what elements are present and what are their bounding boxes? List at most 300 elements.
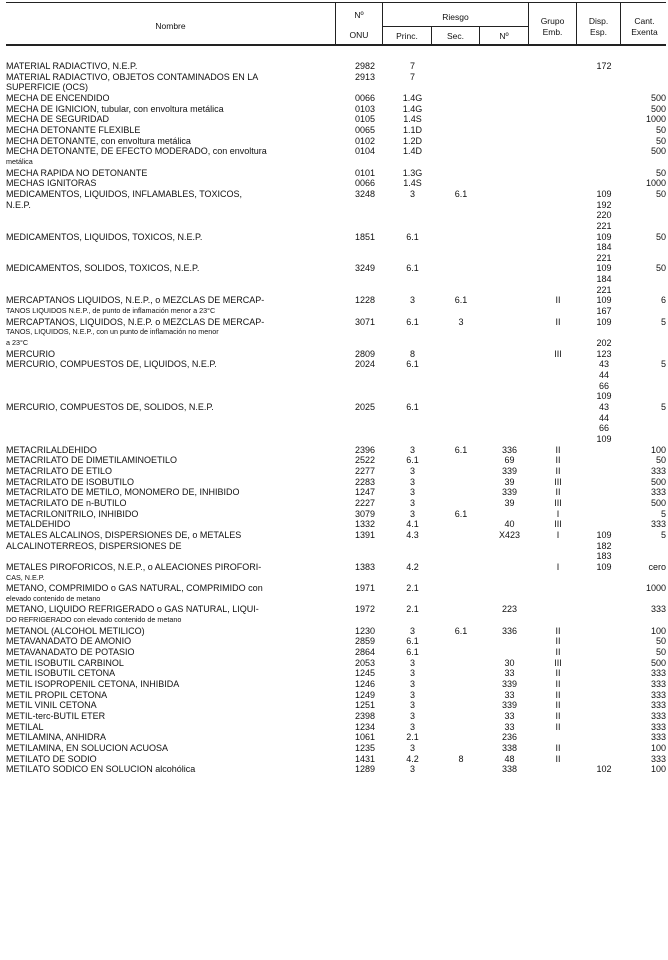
cant-exenta: cero bbox=[648, 561, 666, 572]
disp-esp bbox=[582, 509, 626, 520]
onu-number: 1245 bbox=[354, 668, 376, 679]
riesgo-princ: 2.1 bbox=[406, 604, 419, 615]
riesgo-princ: 3 bbox=[409, 679, 415, 690]
disp-esp bbox=[582, 168, 626, 179]
substances-table bbox=[6, 61, 666, 775]
onu-number: 1228 bbox=[354, 295, 376, 306]
substance-name: METIL ISOPROPENIL CETONA, INHIBIDA bbox=[6, 679, 180, 690]
substance-name: MECHA RAPIDA NO DETONANTE bbox=[6, 167, 148, 178]
riesgo-princ bbox=[388, 413, 437, 424]
header-disp: Disp. bbox=[588, 16, 609, 26]
disp-esp: 66 bbox=[598, 380, 609, 391]
riesgo-princ bbox=[388, 274, 437, 285]
riesgo-no bbox=[485, 327, 534, 338]
header-esp: Esp. bbox=[589, 27, 607, 37]
onu-number: 0066 bbox=[354, 178, 376, 189]
disp-esp: 221 bbox=[596, 284, 612, 295]
onu-number: 3248 bbox=[354, 188, 376, 199]
riesgo-no bbox=[485, 295, 534, 306]
riesgo-princ bbox=[388, 327, 437, 338]
onu-number bbox=[342, 327, 388, 338]
riesgo-sec bbox=[437, 519, 485, 530]
table-row bbox=[6, 381, 666, 392]
grupo-emb: I bbox=[556, 529, 560, 540]
cant-exenta: 100 bbox=[650, 444, 666, 455]
disp-esp bbox=[582, 82, 626, 93]
disp-esp bbox=[582, 615, 626, 626]
substance-name: METACRILONITRILO, INHIBIDO bbox=[6, 508, 139, 519]
grupo-emb bbox=[534, 391, 582, 402]
table-row bbox=[6, 285, 666, 296]
riesgo-sec bbox=[437, 72, 485, 83]
substance-name: MECHA DE ENCENDIDO bbox=[6, 92, 110, 103]
onu-number bbox=[342, 391, 388, 402]
substance-name: METALES ALCALINOS, DISPERSIONES DE, o METALES bbox=[6, 529, 242, 540]
cant-exenta: 500 bbox=[650, 497, 666, 508]
table-row bbox=[6, 306, 666, 317]
substance-name: METANOL (ALCOHOL METILICO) bbox=[6, 625, 145, 636]
disp-esp bbox=[582, 604, 626, 615]
riesgo-sec bbox=[437, 402, 485, 413]
header-bottom-rule bbox=[6, 44, 666, 46]
onu-number bbox=[342, 551, 388, 562]
onu-number: 2277 bbox=[354, 465, 376, 476]
table-row bbox=[6, 242, 666, 253]
riesgo-no bbox=[485, 381, 534, 392]
substance-name: MECHA DETONANTE, con envoltura metálica bbox=[6, 135, 191, 146]
cant-exenta: 333 bbox=[650, 700, 666, 711]
cant-exenta bbox=[626, 242, 666, 253]
onu-number: 2809 bbox=[354, 348, 376, 359]
onu-number: 2053 bbox=[354, 657, 376, 668]
riesgo-no: 338 bbox=[501, 764, 518, 775]
substance-name: N.E.P. bbox=[6, 199, 31, 210]
cant-exenta bbox=[626, 434, 666, 445]
riesgo-princ: 6.1 bbox=[406, 263, 419, 274]
cant-exenta bbox=[626, 306, 666, 317]
cant-exenta bbox=[626, 200, 666, 211]
riesgo-sec bbox=[437, 327, 485, 338]
grupo-emb: II bbox=[555, 647, 561, 658]
substance-name bbox=[6, 242, 342, 253]
grupo-emb bbox=[534, 125, 582, 136]
cant-exenta: 500 bbox=[650, 103, 666, 114]
disp-esp bbox=[582, 711, 626, 722]
onu-number: 2522 bbox=[354, 455, 376, 466]
substance-name: METILATO SODICO EN SOLUCION alcohólica bbox=[6, 764, 196, 775]
riesgo-sec bbox=[437, 530, 485, 541]
table-row bbox=[6, 583, 666, 594]
onu-number: 1246 bbox=[354, 679, 376, 690]
substance-name: METANO, LIQUIDO REFRIGERADO o GAS NATURAL, LIQUI- bbox=[6, 604, 259, 615]
grupo-emb bbox=[534, 93, 582, 104]
substance-name bbox=[6, 381, 342, 392]
onu-number bbox=[342, 242, 388, 253]
disp-esp: 43 bbox=[598, 402, 609, 412]
riesgo-princ: 3 bbox=[409, 689, 415, 700]
riesgo-princ: 3 bbox=[409, 465, 415, 476]
header-onu: ONU bbox=[349, 30, 369, 40]
riesgo-princ: 6.1 bbox=[406, 636, 419, 647]
table-row bbox=[6, 72, 666, 83]
grupo-emb bbox=[534, 200, 582, 211]
grupo-emb bbox=[534, 157, 582, 168]
onu-number: 0066 bbox=[354, 92, 376, 103]
riesgo-princ: 4.2 bbox=[406, 561, 419, 572]
cant-exenta: 1000 bbox=[645, 583, 666, 594]
riesgo-sec bbox=[437, 359, 485, 370]
grupo-emb bbox=[534, 423, 582, 434]
disp-esp bbox=[582, 626, 626, 637]
riesgo-princ: 3 bbox=[409, 295, 415, 306]
riesgo-princ: 1.4G bbox=[402, 92, 423, 103]
riesgo-sec bbox=[437, 700, 485, 711]
onu-number: 0103 bbox=[354, 103, 376, 114]
substance-name: METAVANADATO DE POTASIO bbox=[6, 647, 135, 658]
disp-esp: 44 bbox=[598, 370, 609, 381]
table-row bbox=[6, 711, 666, 722]
substance-name: MATERIAL RADIACTIVO, OBJETOS CONTAMINADOS EN LA bbox=[6, 71, 259, 82]
riesgo-no bbox=[485, 402, 534, 413]
cant-exenta: 5 bbox=[660, 402, 666, 412]
disp-esp bbox=[582, 477, 626, 488]
substance-name: DO REFRIGERADO con elevado contenido de metano bbox=[6, 615, 182, 625]
grupo-emb bbox=[534, 104, 582, 115]
disp-esp bbox=[582, 583, 626, 594]
disp-esp bbox=[582, 114, 626, 125]
cant-exenta: 50 bbox=[655, 124, 666, 135]
cant-exenta: 500 bbox=[650, 657, 666, 668]
substance-name: ALCALINOTERREOS, DISPERSIONES DE bbox=[6, 540, 182, 551]
cant-exenta: 500 bbox=[650, 476, 666, 487]
onu-number: 2024 bbox=[354, 359, 376, 370]
riesgo-princ: 7 bbox=[409, 61, 415, 71]
onu-number bbox=[342, 381, 388, 392]
grupo-emb bbox=[534, 61, 582, 72]
substance-name: METIL-terc-BUTIL ETER bbox=[6, 711, 106, 722]
disp-esp bbox=[582, 668, 626, 679]
onu-number: 2864 bbox=[354, 647, 376, 658]
header-nombre: Nombre bbox=[155, 21, 186, 31]
substance-name: TANOS LIQUIDOS N.E.P., de punto de inflamación menor a 23°C bbox=[6, 306, 216, 316]
substance-name: METACRILATO DE n-BUTILO bbox=[6, 497, 127, 508]
disp-esp bbox=[582, 722, 626, 733]
header-riesgo: Riesgo bbox=[442, 12, 469, 22]
onu-number: 2283 bbox=[354, 476, 376, 487]
riesgo-princ bbox=[388, 434, 437, 445]
riesgo-no: 339 bbox=[501, 465, 518, 476]
cant-exenta: 333 bbox=[650, 465, 666, 476]
onu-number: 1332 bbox=[354, 519, 376, 530]
table-row bbox=[6, 764, 666, 775]
grupo-emb: I bbox=[556, 561, 560, 572]
riesgo-sec bbox=[437, 104, 485, 115]
onu-number bbox=[342, 200, 388, 211]
substance-name: METILAMINA, EN SOLUCION ACUOSA bbox=[6, 743, 169, 753]
table-row bbox=[6, 658, 666, 669]
onu-number: 1383 bbox=[354, 561, 376, 572]
riesgo-sec bbox=[437, 391, 485, 402]
disp-esp bbox=[582, 157, 626, 168]
riesgo-no bbox=[485, 200, 534, 211]
riesgo-princ: 6.1 bbox=[406, 231, 419, 242]
table-row bbox=[6, 679, 666, 690]
cant-exenta: 500 bbox=[650, 92, 666, 103]
substance-name bbox=[6, 551, 342, 562]
riesgo-princ: 3 bbox=[409, 476, 415, 487]
cant-exenta bbox=[626, 594, 666, 605]
disp-esp bbox=[582, 487, 626, 498]
onu-number: 2025 bbox=[354, 402, 376, 412]
table-row bbox=[6, 370, 666, 381]
riesgo-sec bbox=[437, 221, 485, 232]
grupo-emb: I bbox=[556, 508, 560, 519]
disp-esp bbox=[582, 754, 626, 765]
table-row bbox=[6, 519, 666, 530]
riesgo-no bbox=[485, 636, 534, 647]
riesgo-princ: 3 bbox=[409, 657, 415, 668]
disp-esp: 44 bbox=[598, 412, 609, 423]
riesgo-princ: 3 bbox=[409, 188, 415, 199]
table-row bbox=[6, 327, 666, 338]
table-row bbox=[6, 82, 666, 93]
header-sec: Sec. bbox=[446, 31, 464, 41]
riesgo-sec: 6.1 bbox=[454, 508, 468, 519]
substance-name: TANOS, LIQUIDOS, N.E.P., con un punto de inflamación no menor bbox=[6, 327, 219, 337]
header-grupo: Grupo bbox=[540, 16, 565, 26]
substance-name: METAVANADATO DE AMONIO bbox=[6, 636, 132, 647]
table-row bbox=[6, 423, 666, 434]
riesgo-sec bbox=[437, 349, 485, 360]
onu-number: 0104 bbox=[354, 146, 376, 157]
grupo-emb: III bbox=[554, 519, 562, 530]
onu-number: 2396 bbox=[354, 444, 376, 455]
riesgo-sec bbox=[437, 466, 485, 477]
onu-number bbox=[342, 157, 388, 168]
cant-exenta: 100 bbox=[650, 743, 666, 753]
riesgo-sec bbox=[437, 93, 485, 104]
riesgo-sec bbox=[437, 157, 485, 168]
riesgo-sec bbox=[437, 434, 485, 445]
substance-name: METIL VINIL CETONA bbox=[6, 700, 97, 711]
cant-exenta bbox=[626, 381, 666, 392]
table-row bbox=[6, 445, 666, 456]
riesgo-princ bbox=[388, 338, 437, 349]
riesgo-sec bbox=[437, 573, 485, 584]
cant-exenta: 50 bbox=[655, 263, 666, 274]
onu-number bbox=[342, 253, 388, 264]
onu-number bbox=[342, 413, 388, 424]
riesgo-sec bbox=[437, 381, 485, 392]
table-row bbox=[6, 221, 666, 232]
riesgo-sec bbox=[437, 114, 485, 125]
cant-exenta: 333 bbox=[650, 732, 666, 743]
grupo-emb: II bbox=[555, 753, 561, 764]
riesgo-no: X423 bbox=[498, 529, 521, 540]
riesgo-sec: 6.1 bbox=[454, 444, 468, 455]
substance-name bbox=[6, 274, 342, 285]
grupo-emb: II bbox=[555, 711, 561, 722]
table-row bbox=[6, 551, 666, 562]
riesgo-sec bbox=[437, 413, 485, 424]
cant-exenta bbox=[626, 210, 666, 221]
riesgo-princ: 1.4S bbox=[403, 178, 422, 189]
grupo-emb: II bbox=[555, 700, 561, 711]
table-body bbox=[6, 61, 666, 775]
riesgo-no bbox=[485, 210, 534, 221]
grupo-emb: II bbox=[555, 295, 561, 306]
substance-name: MECHA DETONANTE FLEXIBLE bbox=[6, 124, 141, 135]
grupo-emb bbox=[534, 370, 582, 381]
riesgo-no: 339 bbox=[501, 487, 518, 498]
riesgo-no bbox=[485, 647, 534, 658]
riesgo-sec bbox=[437, 178, 485, 189]
riesgo-no bbox=[485, 93, 534, 104]
onu-number bbox=[342, 434, 388, 445]
onu-number: 0102 bbox=[354, 135, 376, 146]
riesgo-sec: 6.1 bbox=[454, 625, 468, 636]
grupo-emb: II bbox=[555, 689, 561, 700]
onu-number: 0065 bbox=[354, 124, 376, 135]
riesgo-no bbox=[485, 434, 534, 445]
onu-number bbox=[342, 306, 388, 317]
table-row bbox=[6, 647, 666, 658]
table-row bbox=[6, 636, 666, 647]
riesgo-princ bbox=[388, 551, 437, 562]
cant-exenta: 5 bbox=[660, 359, 666, 370]
cant-exenta bbox=[626, 370, 666, 381]
riesgo-no bbox=[485, 82, 534, 93]
riesgo-sec bbox=[437, 82, 485, 93]
table-row bbox=[6, 498, 666, 509]
riesgo-sec bbox=[437, 743, 485, 754]
riesgo-no: 69 bbox=[504, 455, 515, 466]
riesgo-sec bbox=[437, 583, 485, 594]
cant-exenta bbox=[626, 413, 666, 424]
table-row bbox=[6, 114, 666, 125]
riesgo-sec bbox=[437, 253, 485, 264]
table-row bbox=[6, 263, 666, 274]
grupo-emb bbox=[534, 413, 582, 424]
disp-esp: 184 bbox=[596, 242, 612, 253]
cant-exenta: 50 bbox=[655, 455, 666, 466]
riesgo-sec bbox=[437, 146, 485, 157]
riesgo-princ: 3 bbox=[409, 743, 415, 753]
substance-name bbox=[6, 221, 342, 232]
cant-exenta: 5 bbox=[660, 508, 666, 519]
riesgo-princ: 2.1 bbox=[406, 732, 419, 743]
substance-name: MERCAPTANOS LIQUIDOS, N.E.P., o MEZCLAS DE MERCAP- bbox=[6, 295, 265, 306]
table-row bbox=[6, 157, 666, 168]
table-row bbox=[6, 210, 666, 221]
riesgo-princ bbox=[388, 253, 437, 264]
grupo-emb: II bbox=[555, 679, 561, 690]
riesgo-princ: 6.1 bbox=[406, 455, 419, 466]
table-row bbox=[6, 125, 666, 136]
grupo-emb bbox=[534, 232, 582, 243]
disp-esp bbox=[582, 636, 626, 647]
table-row bbox=[6, 530, 666, 541]
riesgo-sec bbox=[437, 732, 485, 743]
riesgo-sec bbox=[437, 200, 485, 211]
riesgo-sec bbox=[437, 306, 485, 317]
table-row bbox=[6, 604, 666, 615]
substance-name: METANO, COMPRIMIDO o GAS NATURAL, COMPRIMIDO con bbox=[6, 583, 263, 594]
table-row bbox=[6, 690, 666, 701]
riesgo-sec bbox=[437, 242, 485, 253]
substance-name: METACRILALDEHIDO bbox=[6, 444, 97, 455]
disp-esp bbox=[582, 594, 626, 605]
grupo-emb bbox=[534, 604, 582, 615]
table-row bbox=[6, 754, 666, 765]
onu-number: 1249 bbox=[354, 689, 376, 700]
disp-esp bbox=[582, 573, 626, 584]
riesgo-sec bbox=[437, 615, 485, 626]
substance-name: METIL PROPIL CETONA bbox=[6, 689, 108, 700]
riesgo-sec bbox=[437, 604, 485, 615]
grupo-emb bbox=[534, 168, 582, 179]
substance-name: METILAL bbox=[6, 721, 44, 732]
cant-exenta bbox=[626, 541, 666, 552]
substance-name: METIL ISOBUTIL CARBINOL bbox=[6, 657, 124, 668]
cant-exenta: 333 bbox=[650, 487, 666, 498]
onu-number: 1247 bbox=[354, 487, 376, 498]
grupo-emb: III bbox=[554, 657, 562, 668]
grupo-emb: II bbox=[555, 668, 561, 679]
riesgo-princ: 2.1 bbox=[406, 583, 419, 594]
riesgo-no bbox=[485, 349, 534, 360]
disp-esp bbox=[582, 178, 626, 189]
riesgo-sec bbox=[437, 679, 485, 690]
riesgo-princ: 1.2D bbox=[402, 135, 422, 146]
riesgo-no: 339 bbox=[501, 679, 518, 690]
riesgo-no: 338 bbox=[501, 743, 518, 753]
onu-number: 2398 bbox=[354, 711, 376, 722]
disp-esp bbox=[582, 93, 626, 104]
riesgo-no bbox=[485, 423, 534, 434]
riesgo-sec bbox=[437, 711, 485, 722]
riesgo-princ: 3 bbox=[409, 700, 415, 711]
onu-number bbox=[342, 285, 388, 296]
onu-number: 0105 bbox=[354, 114, 376, 125]
table-row bbox=[6, 722, 666, 733]
riesgo-sec bbox=[437, 722, 485, 733]
grupo-emb bbox=[534, 72, 582, 83]
disp-esp: 109 bbox=[596, 188, 612, 199]
cant-exenta bbox=[626, 221, 666, 232]
cant-exenta bbox=[626, 253, 666, 264]
riesgo-no bbox=[485, 509, 534, 520]
disp-esp: 184 bbox=[596, 274, 612, 285]
substance-name: METIL ISOBUTIL CETONA bbox=[6, 668, 116, 679]
onu-number bbox=[342, 423, 388, 434]
riesgo-princ: 3 bbox=[409, 487, 415, 498]
table-row bbox=[6, 189, 666, 200]
riesgo-sec bbox=[437, 338, 485, 349]
disp-esp bbox=[582, 679, 626, 690]
cant-exenta: 333 bbox=[650, 668, 666, 679]
cant-exenta bbox=[626, 423, 666, 434]
riesgo-princ: 6.1 bbox=[406, 402, 419, 412]
disp-esp bbox=[582, 498, 626, 509]
riesgo-no: 33 bbox=[504, 721, 515, 732]
riesgo-princ bbox=[388, 370, 437, 381]
substance-name: METILATO DE SODIO bbox=[6, 753, 97, 764]
riesgo-no: 33 bbox=[504, 689, 515, 700]
onu-number: 1391 bbox=[354, 529, 376, 540]
substance-name: METACRILATO DE ETILO bbox=[6, 465, 113, 476]
onu-number bbox=[342, 210, 388, 221]
